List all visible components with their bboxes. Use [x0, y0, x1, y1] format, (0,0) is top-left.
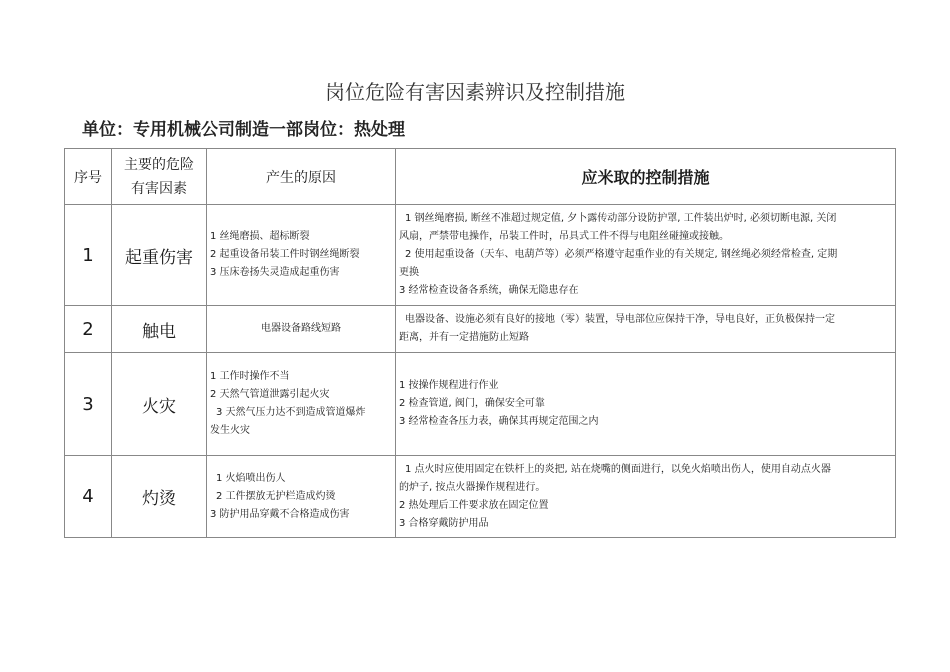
header-hazard: [112, 149, 207, 205]
measure-line: 1 钢丝绳磨损, 断丝不准超过规定值, 夕卜露传动部分设防护罩, 工件装出炉时, 必须切断电源, 关闭: [405, 213, 837, 224]
row-hazard: 火灾: [112, 353, 207, 456]
cause-line: 3 防护用品穿戴不合格造成伤害: [210, 508, 350, 520]
measure-line: 2 热处理后工件要求放在固定位置: [399, 499, 549, 511]
cause-line: 2 起重设备吊装工件时钢丝绳断裂: [210, 249, 360, 260]
row-causes: [207, 306, 396, 353]
header-seq: 序号: [65, 149, 112, 205]
header-hazard-line1: 主要的危险: [124, 156, 194, 173]
hazard-table: [64, 148, 896, 538]
measure-line: 的炉子, 按点火器操作规程进行。: [399, 481, 546, 493]
measure-line: 电器设备、设施必须有良好的接地（零）装置，导电部位应保持干净，导电良好，正负极保持一定: [405, 314, 835, 325]
row-seq: 4: [65, 456, 112, 538]
measure-line: 风扇，严禁带电操作，吊装工件时，吊具式工件不得与电阻丝碰撞或接触。: [399, 231, 729, 242]
unit-line: 单位：专用机械公司制造一部岗位：热处理: [82, 120, 405, 140]
row-seq: 2: [65, 306, 112, 353]
header-measure: 应米取的控制措施: [396, 149, 896, 205]
row-hazard: 起重伤害: [112, 205, 207, 306]
table-row: [65, 456, 896, 538]
row-measures: [396, 205, 896, 306]
row-measures: [396, 353, 896, 456]
cause-line: 2 工件摆放无护栏造成灼烫: [216, 490, 336, 502]
measure-line: 1 点火时应使用固定在铁杆上的炎把, 站在烧嘴的侧面进行，以免火焰喷出伤人，使用自动点火器: [405, 463, 831, 475]
row-hazard: 灼烫: [112, 456, 207, 538]
row-causes: [207, 353, 396, 456]
header-cause: 产生的原因: [207, 149, 396, 205]
measure-line: 2 使用起重设备（天车、电葫芦等）必须严格遵守起重作业的有关规定, 钢丝绳必须经常检查, 定期: [405, 249, 838, 260]
row-measures: [396, 306, 896, 353]
row-seq: 3: [65, 353, 112, 456]
measure-line: 距离，并有一定措施防止短路: [399, 332, 529, 343]
table-header-row: [65, 149, 896, 205]
table-row: [65, 306, 896, 353]
table-row: [65, 205, 896, 306]
measure-line: 3 经常检查各压力表，确保其再规定范围之内: [399, 416, 599, 427]
cause-line: 1 火焰喷出伤人: [216, 472, 286, 484]
cause-line: 3 压床卷扬失灵造成起重伤害: [210, 267, 340, 278]
cause-line: 1 丝绳磨损、超标断裂: [210, 231, 310, 242]
cause-line: 2 天然气管道泄露引起火灾: [210, 389, 330, 400]
measure-line: 2 检查管道, 阀门，确保安全可靠: [399, 398, 545, 409]
row-causes: [207, 205, 396, 306]
cause-line: 1 工作时操作不当: [210, 371, 290, 382]
row-measures: [396, 456, 896, 538]
measure-line: 3 经常检查设备各系统，确保无隐患存在: [399, 285, 579, 296]
cause-line: 电器设备路线短路: [261, 323, 341, 334]
row-causes: [207, 456, 396, 538]
cause-line: 3 天然气压力达不到造成管道爆炸: [216, 407, 366, 418]
row-hazard: 触电: [112, 306, 207, 353]
measure-line: 更换: [399, 267, 419, 278]
measure-line: 1 按操作规程进行作业: [399, 380, 499, 391]
measure-line: 3 合格穿戴防护用品: [399, 517, 489, 529]
document-title: 岗位危险有害因素辨识及控制措施: [325, 80, 625, 104]
table-row: [65, 353, 896, 456]
header-hazard-line2: 有害因素: [131, 180, 187, 197]
cause-line: 发生火灾: [210, 425, 250, 436]
row-seq: 1: [65, 205, 112, 306]
